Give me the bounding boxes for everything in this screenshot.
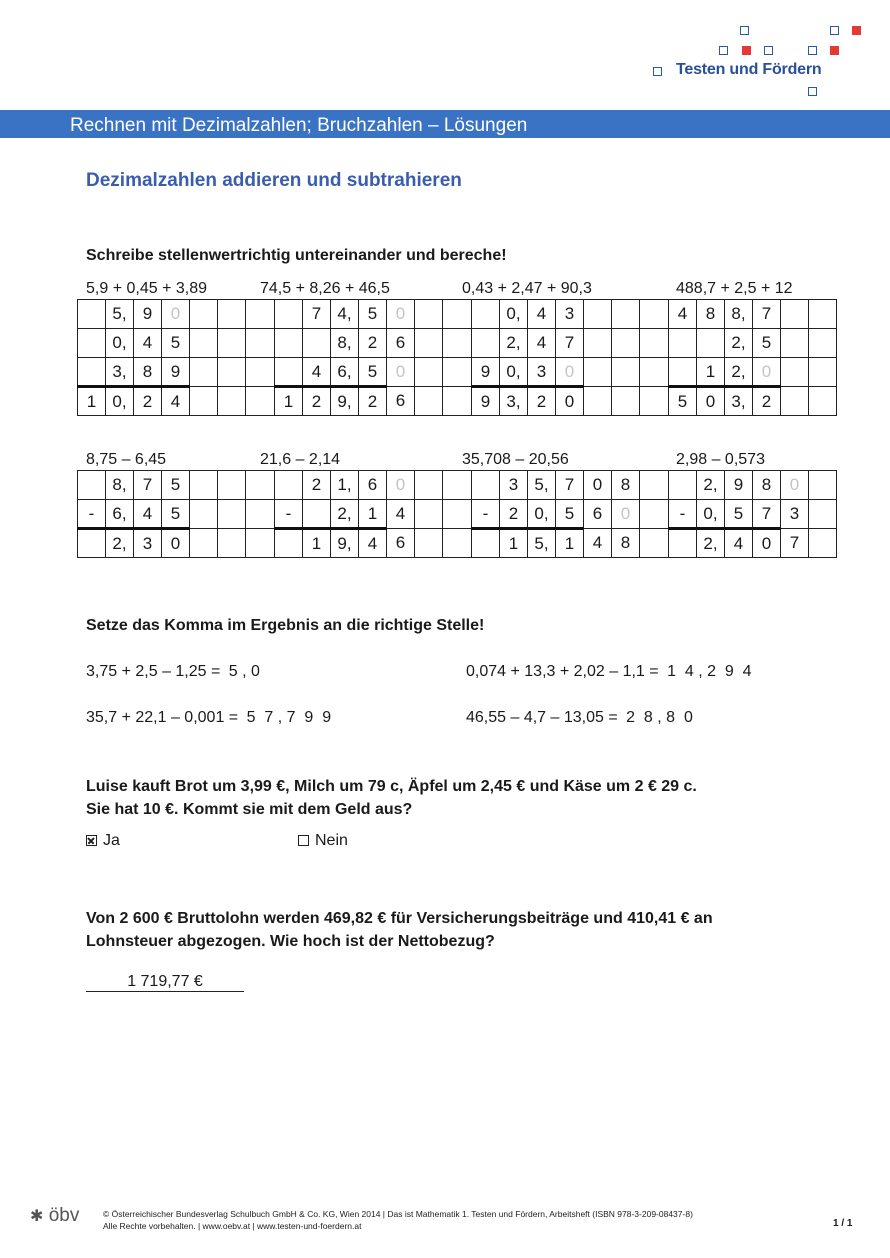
grid-cell: 7	[753, 500, 781, 529]
grid-cell	[781, 358, 809, 387]
logo-square-icon	[742, 46, 751, 55]
publisher-logo-text: öbv	[48, 1205, 80, 1226]
grid-row	[78, 529, 837, 558]
checkbox-icon[interactable]	[298, 835, 309, 846]
grid-cell: 1	[359, 500, 387, 529]
grid-cell: 4	[528, 300, 556, 329]
grid-cell	[303, 329, 331, 358]
grid-cell: 2,	[331, 500, 359, 529]
grid-cell: 0,	[106, 329, 134, 358]
logo-square-icon	[719, 46, 728, 55]
logo-text: Testen und Fördern	[676, 61, 822, 78]
grid-cell	[190, 358, 218, 387]
footer-line1: © Österreichischer Bundesverlag Schulbuch GmbH & Co. KG, Wien 2014 | Das ist Mathematik 1. Testen und Fördern, Arbeitsheft (ISBN 978-3-209-08437-8)	[103, 1209, 693, 1219]
grid-cell: 0	[162, 300, 190, 329]
task4-line2: Lohnsteuer abgezogen. Wie hoch ist der Nettobezug?	[86, 933, 495, 950]
grid-row	[78, 358, 837, 387]
footer-line2: Alle Rechte vorbehalten. | www.oebv.at | www.testen-und-foerdern.at	[103, 1221, 362, 1231]
subtraction-grid	[77, 470, 837, 558]
grid-spacer	[640, 387, 669, 416]
grid-cell	[190, 387, 218, 416]
logo-square-icon	[740, 26, 749, 35]
grid-cell	[415, 471, 443, 500]
grid-cell: 0,	[500, 300, 528, 329]
sub-expr-2: 21,6 – 2,14	[260, 451, 341, 468]
grid-cell: 8	[612, 471, 640, 500]
comma-expr: 35,7 + 22,1 – 0,001 =	[86, 709, 239, 726]
grid-cell: 5	[669, 387, 697, 416]
grid-cell: 6,	[331, 358, 359, 387]
grid-cell	[809, 471, 837, 500]
grid-cell	[78, 529, 106, 558]
logo-square-icon	[808, 46, 817, 55]
grid-cell: 0	[781, 471, 809, 500]
logo-square-icon	[852, 26, 861, 35]
grid-cell: 2,	[106, 529, 134, 558]
add-expr-2: 74,5 + 8,26 + 46,5	[260, 280, 390, 297]
grid-cell	[415, 329, 443, 358]
grid-cell: 8	[697, 300, 725, 329]
grid-cell: 9	[725, 471, 753, 500]
grid-cell: 4	[669, 300, 697, 329]
comma-answer: 1 4 , 2 9 4	[667, 663, 752, 680]
grid-cell: 8,	[106, 471, 134, 500]
grid-cell: 5,	[106, 300, 134, 329]
option-yes-label: Ja	[103, 832, 120, 849]
grid-cell	[472, 329, 500, 358]
page-title: Rechnen mit Dezimalzahlen; Bruchzahlen – Lösungen	[70, 115, 528, 136]
grid-cell: 2	[528, 387, 556, 416]
grid-cell	[809, 529, 837, 558]
grid-cell: 3	[556, 300, 584, 329]
grid-cell: 4	[725, 529, 753, 558]
logo-square-icon	[808, 87, 817, 96]
grid-cell: 2,	[697, 529, 725, 558]
task2-instruction: Setze das Komma im Ergebnis an die richtige Stelle!	[86, 617, 485, 634]
grid-spacer	[640, 358, 669, 387]
grid-cell: 1,	[331, 471, 359, 500]
grid-cell: 4	[387, 500, 415, 529]
grid-cell: -	[275, 500, 303, 529]
option-no-label: Nein	[315, 832, 348, 849]
grid-cell	[275, 300, 303, 329]
grid-cell	[612, 329, 640, 358]
grid-cell	[190, 471, 218, 500]
grid-cell: 3	[528, 358, 556, 387]
grid-cell: 5	[162, 471, 190, 500]
grid-cell	[612, 358, 640, 387]
grid-cell	[78, 471, 106, 500]
grid-spacer	[443, 471, 472, 500]
grid-cell: 0	[162, 529, 190, 558]
grid-cell: 3,	[725, 387, 753, 416]
grid-cell: 8	[612, 529, 640, 558]
grid-spacer	[246, 471, 275, 500]
publisher-logo	[30, 1205, 79, 1227]
grid-cell: 1	[697, 358, 725, 387]
grid-cell: 6	[387, 329, 415, 358]
grid-cell: 6	[359, 471, 387, 500]
section-title: Dezimalzahlen addieren und subtrahieren	[86, 170, 462, 191]
task3-line2: Sie hat 10 €. Kommt sie mit dem Geld aus?	[86, 801, 413, 818]
grid-spacer	[246, 529, 275, 558]
grid-cell	[781, 387, 809, 416]
grid-cell	[472, 300, 500, 329]
grid-cell	[415, 529, 443, 558]
grid-cell: 0	[556, 387, 584, 416]
grid-cell: 0	[584, 471, 612, 500]
grid-cell: 2	[303, 387, 331, 416]
logo-square-icon	[830, 26, 839, 35]
grid-cell	[669, 358, 697, 387]
grid-cell: 9,	[331, 387, 359, 416]
checked-checkbox-icon[interactable]	[86, 835, 97, 846]
grid-cell	[218, 300, 246, 329]
grid-cell: 2	[359, 329, 387, 358]
grid-cell: 9	[472, 387, 500, 416]
grid-cell: 7	[753, 300, 781, 329]
grid-cell: 6	[387, 387, 415, 416]
grid-spacer	[246, 500, 275, 529]
addition-grid	[77, 299, 837, 416]
grid-cell: 9	[134, 300, 162, 329]
grid-cell: 0	[387, 471, 415, 500]
grid-cell: 7	[134, 471, 162, 500]
grid-cell	[697, 329, 725, 358]
grid-cell: 8,	[331, 329, 359, 358]
option-no[interactable]	[298, 832, 348, 850]
grid-cell: 1	[275, 387, 303, 416]
grid-cell: 0	[612, 500, 640, 529]
comma-item	[466, 709, 693, 727]
grid-cell: 7	[556, 471, 584, 500]
grid-cell	[218, 358, 246, 387]
grid-cell: 4,	[331, 300, 359, 329]
grid-cell	[190, 529, 218, 558]
grid-cell: 4	[162, 387, 190, 416]
grid-cell: -	[472, 500, 500, 529]
grid-cell	[472, 471, 500, 500]
grid-cell: 0	[753, 358, 781, 387]
grid-cell: 0,	[528, 500, 556, 529]
grid-spacer	[246, 329, 275, 358]
grid-cell: 0,	[500, 358, 528, 387]
sub-expr-3: 35,708 – 20,56	[462, 451, 569, 468]
grid-cell: -	[669, 500, 697, 529]
grid-cell: 2	[500, 500, 528, 529]
grid-cell	[415, 300, 443, 329]
grid-row	[78, 471, 837, 500]
grid-cell: 5	[162, 500, 190, 529]
grid-cell: 0	[753, 529, 781, 558]
grid-cell: 4	[134, 500, 162, 529]
grid-cell: 7	[556, 329, 584, 358]
comma-answer: 5 , 0	[228, 663, 260, 680]
grid-cell	[78, 300, 106, 329]
grid-row	[78, 500, 837, 529]
grid-cell	[612, 387, 640, 416]
grid-cell	[415, 387, 443, 416]
grid-cell: 7	[303, 300, 331, 329]
grid-cell	[472, 529, 500, 558]
grid-cell	[275, 358, 303, 387]
grid-cell: 3	[134, 529, 162, 558]
grid-cell	[275, 329, 303, 358]
task3-line1: Luise kauft Brot um 3,99 €, Milch um 79 c, Äpfel um 2,45 € und Käse um 2 € 29 c.	[86, 778, 697, 795]
grid-cell: 6	[584, 500, 612, 529]
grid-cell: 6	[387, 529, 415, 558]
grid-spacer	[443, 358, 472, 387]
grid-cell	[809, 300, 837, 329]
grid-spacer	[443, 387, 472, 416]
grid-cell: 5	[725, 500, 753, 529]
grid-cell: 4	[134, 329, 162, 358]
grid-cell: 8	[753, 471, 781, 500]
grid-cell: 4	[359, 529, 387, 558]
grid-cell: 2	[134, 387, 162, 416]
comma-expr: 3,75 + 2,5 – 1,25 =	[86, 663, 221, 680]
grid-cell	[190, 329, 218, 358]
grid-spacer	[640, 300, 669, 329]
grid-cell	[218, 471, 246, 500]
grid-cell: 3	[500, 471, 528, 500]
grid-cell: 3,	[106, 358, 134, 387]
grid-cell	[669, 529, 697, 558]
grid-cell: 4	[584, 529, 612, 558]
add-expr-4: 488,7 + 2,5 + 12	[676, 280, 793, 297]
grid-cell	[78, 329, 106, 358]
grid-cell: 1	[556, 529, 584, 558]
grid-cell: 2	[753, 387, 781, 416]
grid-cell: 5	[753, 329, 781, 358]
grid-cell: 5	[359, 300, 387, 329]
grid-cell: 5,	[528, 529, 556, 558]
publisher-logo-icon: ✱	[30, 1208, 44, 1225]
grid-cell: 0,	[697, 500, 725, 529]
grid-cell	[781, 300, 809, 329]
grid-cell: 3	[781, 500, 809, 529]
grid-cell	[218, 329, 246, 358]
grid-cell: 1	[303, 529, 331, 558]
grid-spacer	[640, 471, 669, 500]
comma-answer: 2 8 , 8 0	[626, 709, 693, 726]
grid-spacer	[640, 500, 669, 529]
option-yes[interactable]	[86, 832, 120, 850]
grid-spacer	[246, 358, 275, 387]
grid-cell: 5	[359, 358, 387, 387]
grid-cell	[809, 500, 837, 529]
grid-cell: 0	[387, 300, 415, 329]
grid-cell: 5,	[528, 471, 556, 500]
grid-cell: 2	[303, 471, 331, 500]
grid-cell	[190, 500, 218, 529]
grid-cell: 0,	[106, 387, 134, 416]
comma-expr: 46,55 – 4,7 – 13,05 =	[466, 709, 618, 726]
grid-cell: 5	[556, 500, 584, 529]
footer-text	[103, 1208, 693, 1232]
grid-cell: 2,	[697, 471, 725, 500]
grid-cell	[669, 329, 697, 358]
grid-cell: 2,	[500, 329, 528, 358]
grid-cell	[584, 387, 612, 416]
grid-cell	[669, 471, 697, 500]
grid-cell	[612, 300, 640, 329]
grid-cell: 2	[359, 387, 387, 416]
grid-cell	[190, 300, 218, 329]
grid-cell	[809, 329, 837, 358]
grid-cell: 8	[134, 358, 162, 387]
page-number: 1 / 1	[833, 1218, 853, 1229]
grid-cell	[275, 471, 303, 500]
grid-cell	[78, 358, 106, 387]
grid-cell: 4	[303, 358, 331, 387]
grid-cell: 0	[697, 387, 725, 416]
sub-expr-1: 8,75 – 6,45	[86, 451, 167, 468]
grid-cell: 2,	[725, 358, 753, 387]
grid-cell: 9	[472, 358, 500, 387]
grid-cell: -	[78, 500, 106, 529]
grid-cell: 3,	[500, 387, 528, 416]
grid-cell	[218, 387, 246, 416]
grid-cell: 4	[528, 329, 556, 358]
comma-item	[86, 663, 260, 681]
grid-spacer	[443, 300, 472, 329]
grid-cell	[781, 329, 809, 358]
sub-expr-4: 2,98 – 0,573	[676, 451, 765, 468]
grid-spacer	[246, 300, 275, 329]
grid-cell	[303, 500, 331, 529]
add-expr-1: 5,9 + 0,45 + 3,89	[86, 280, 207, 297]
grid-cell: 6,	[106, 500, 134, 529]
grid-cell: 2,	[725, 329, 753, 358]
grid-spacer	[640, 529, 669, 558]
grid-cell	[584, 358, 612, 387]
logo-square-icon	[653, 67, 662, 76]
grid-cell	[218, 500, 246, 529]
grid-cell	[218, 529, 246, 558]
add-expr-3: 0,43 + 2,47 + 90,3	[462, 280, 592, 297]
grid-cell	[809, 387, 837, 416]
grid-cell	[584, 329, 612, 358]
grid-cell: 0	[556, 358, 584, 387]
comma-item	[86, 709, 331, 727]
grid-row	[78, 387, 837, 416]
grid-spacer	[640, 329, 669, 358]
grid-cell: 1	[500, 529, 528, 558]
task1-instruction: Schreibe stellenwertrichtig untereinander und bereche!	[86, 247, 507, 264]
grid-cell: 9	[162, 358, 190, 387]
comma-expr: 0,074 + 13,3 + 2,02 – 1,1 =	[466, 663, 659, 680]
grid-cell: 7	[781, 529, 809, 558]
grid-spacer	[443, 329, 472, 358]
grid-cell	[584, 300, 612, 329]
task4-answer: 1 719,77 €	[86, 973, 244, 992]
comma-answer: 5 7 , 7 9 9	[246, 709, 332, 726]
grid-cell: 1	[78, 387, 106, 416]
grid-spacer	[443, 529, 472, 558]
grid-cell: 5	[162, 329, 190, 358]
comma-item	[466, 663, 752, 681]
grid-cell	[415, 500, 443, 529]
grid-cell	[809, 358, 837, 387]
grid-row	[78, 300, 837, 329]
grid-cell: 8,	[725, 300, 753, 329]
grid-spacer	[443, 500, 472, 529]
grid-spacer	[246, 387, 275, 416]
grid-cell: 9,	[331, 529, 359, 558]
grid-cell: 0	[387, 358, 415, 387]
grid-cell	[415, 358, 443, 387]
grid-cell	[275, 529, 303, 558]
logo-square-icon	[830, 46, 839, 55]
logo-square-icon	[764, 46, 773, 55]
task4-line1: Von 2 600 € Bruttolohn werden 469,82 € für Versicherungsbeiträge und 410,41 € an	[86, 910, 713, 927]
grid-row	[78, 329, 837, 358]
